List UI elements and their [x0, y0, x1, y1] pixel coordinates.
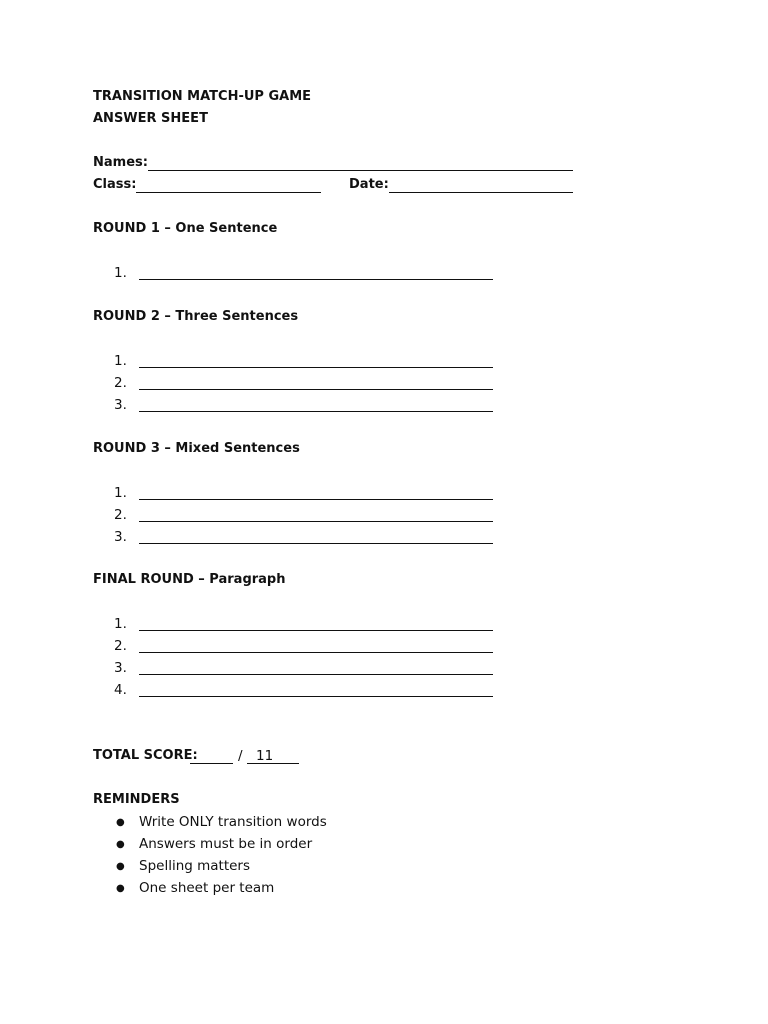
final-round-item-number: 4. — [114, 682, 127, 698]
final-round-item-number: 2. — [114, 638, 127, 654]
round-1-item-number: 1. — [114, 265, 127, 281]
reminder-item: One sheet per team — [139, 880, 275, 896]
worksheet-subtitle: ANSWER SHEET — [93, 111, 208, 126]
date-label: Date: — [349, 177, 389, 192]
bullet-icon: ● — [116, 883, 125, 894]
round-3-item-number: 1. — [114, 485, 127, 501]
total-score-label: TOTAL SCORE: — [93, 748, 198, 763]
final-round-answer-line-4[interactable] — [139, 696, 493, 697]
round-1-answer-line-1[interactable] — [139, 279, 493, 280]
class-label: Class: — [93, 177, 137, 192]
names-field[interactable] — [148, 170, 573, 171]
round-3-answer-line-1[interactable] — [139, 499, 493, 500]
bullet-icon: ● — [116, 839, 125, 850]
reminder-item: Spelling matters — [139, 858, 251, 874]
round-2-answer-line-1[interactable] — [139, 367, 493, 368]
round-2-item-number: 3. — [114, 397, 127, 413]
final-round-item-number: 3. — [114, 660, 127, 676]
final-round-answer-line-2[interactable] — [139, 652, 493, 653]
round-2-item-number: 1. — [114, 353, 127, 369]
bullet-icon: ● — [116, 861, 125, 872]
score-blank-field[interactable] — [190, 763, 233, 764]
class-field[interactable] — [136, 192, 321, 193]
bullet-icon: ● — [116, 817, 125, 828]
round-2-heading: ROUND 2 – Three Sentences — [93, 309, 299, 324]
final-round-item-number: 1. — [114, 616, 127, 632]
final-round-answer-line-1[interactable] — [139, 630, 493, 631]
round-3-item-number: 3. — [114, 529, 127, 545]
worksheet-title: TRANSITION MATCH-UP GAME — [93, 89, 312, 104]
round-2-answer-line-2[interactable] — [139, 389, 493, 390]
round-3-heading: ROUND 3 – Mixed Sentences — [93, 441, 300, 456]
final-round-heading: FINAL ROUND – Paragraph — [93, 572, 286, 587]
round-3-item-number: 2. — [114, 507, 127, 523]
final-round-answer-line-3[interactable] — [139, 674, 493, 675]
names-label: Names: — [93, 155, 148, 170]
round-3-answer-line-3[interactable] — [139, 543, 493, 544]
score-total-value: 11 — [256, 748, 274, 764]
round-1-heading: ROUND 1 – One Sentence — [93, 221, 278, 236]
reminders-heading: REMINDERS — [93, 792, 180, 807]
score-separator: / — [238, 748, 243, 764]
date-field[interactable] — [389, 192, 573, 193]
round-2-item-number: 2. — [114, 375, 127, 391]
reminder-item: Answers must be in order — [139, 836, 313, 852]
round-3-answer-line-2[interactable] — [139, 521, 493, 522]
round-2-answer-line-3[interactable] — [139, 411, 493, 412]
reminder-item: Write ONLY transition words — [139, 814, 327, 830]
